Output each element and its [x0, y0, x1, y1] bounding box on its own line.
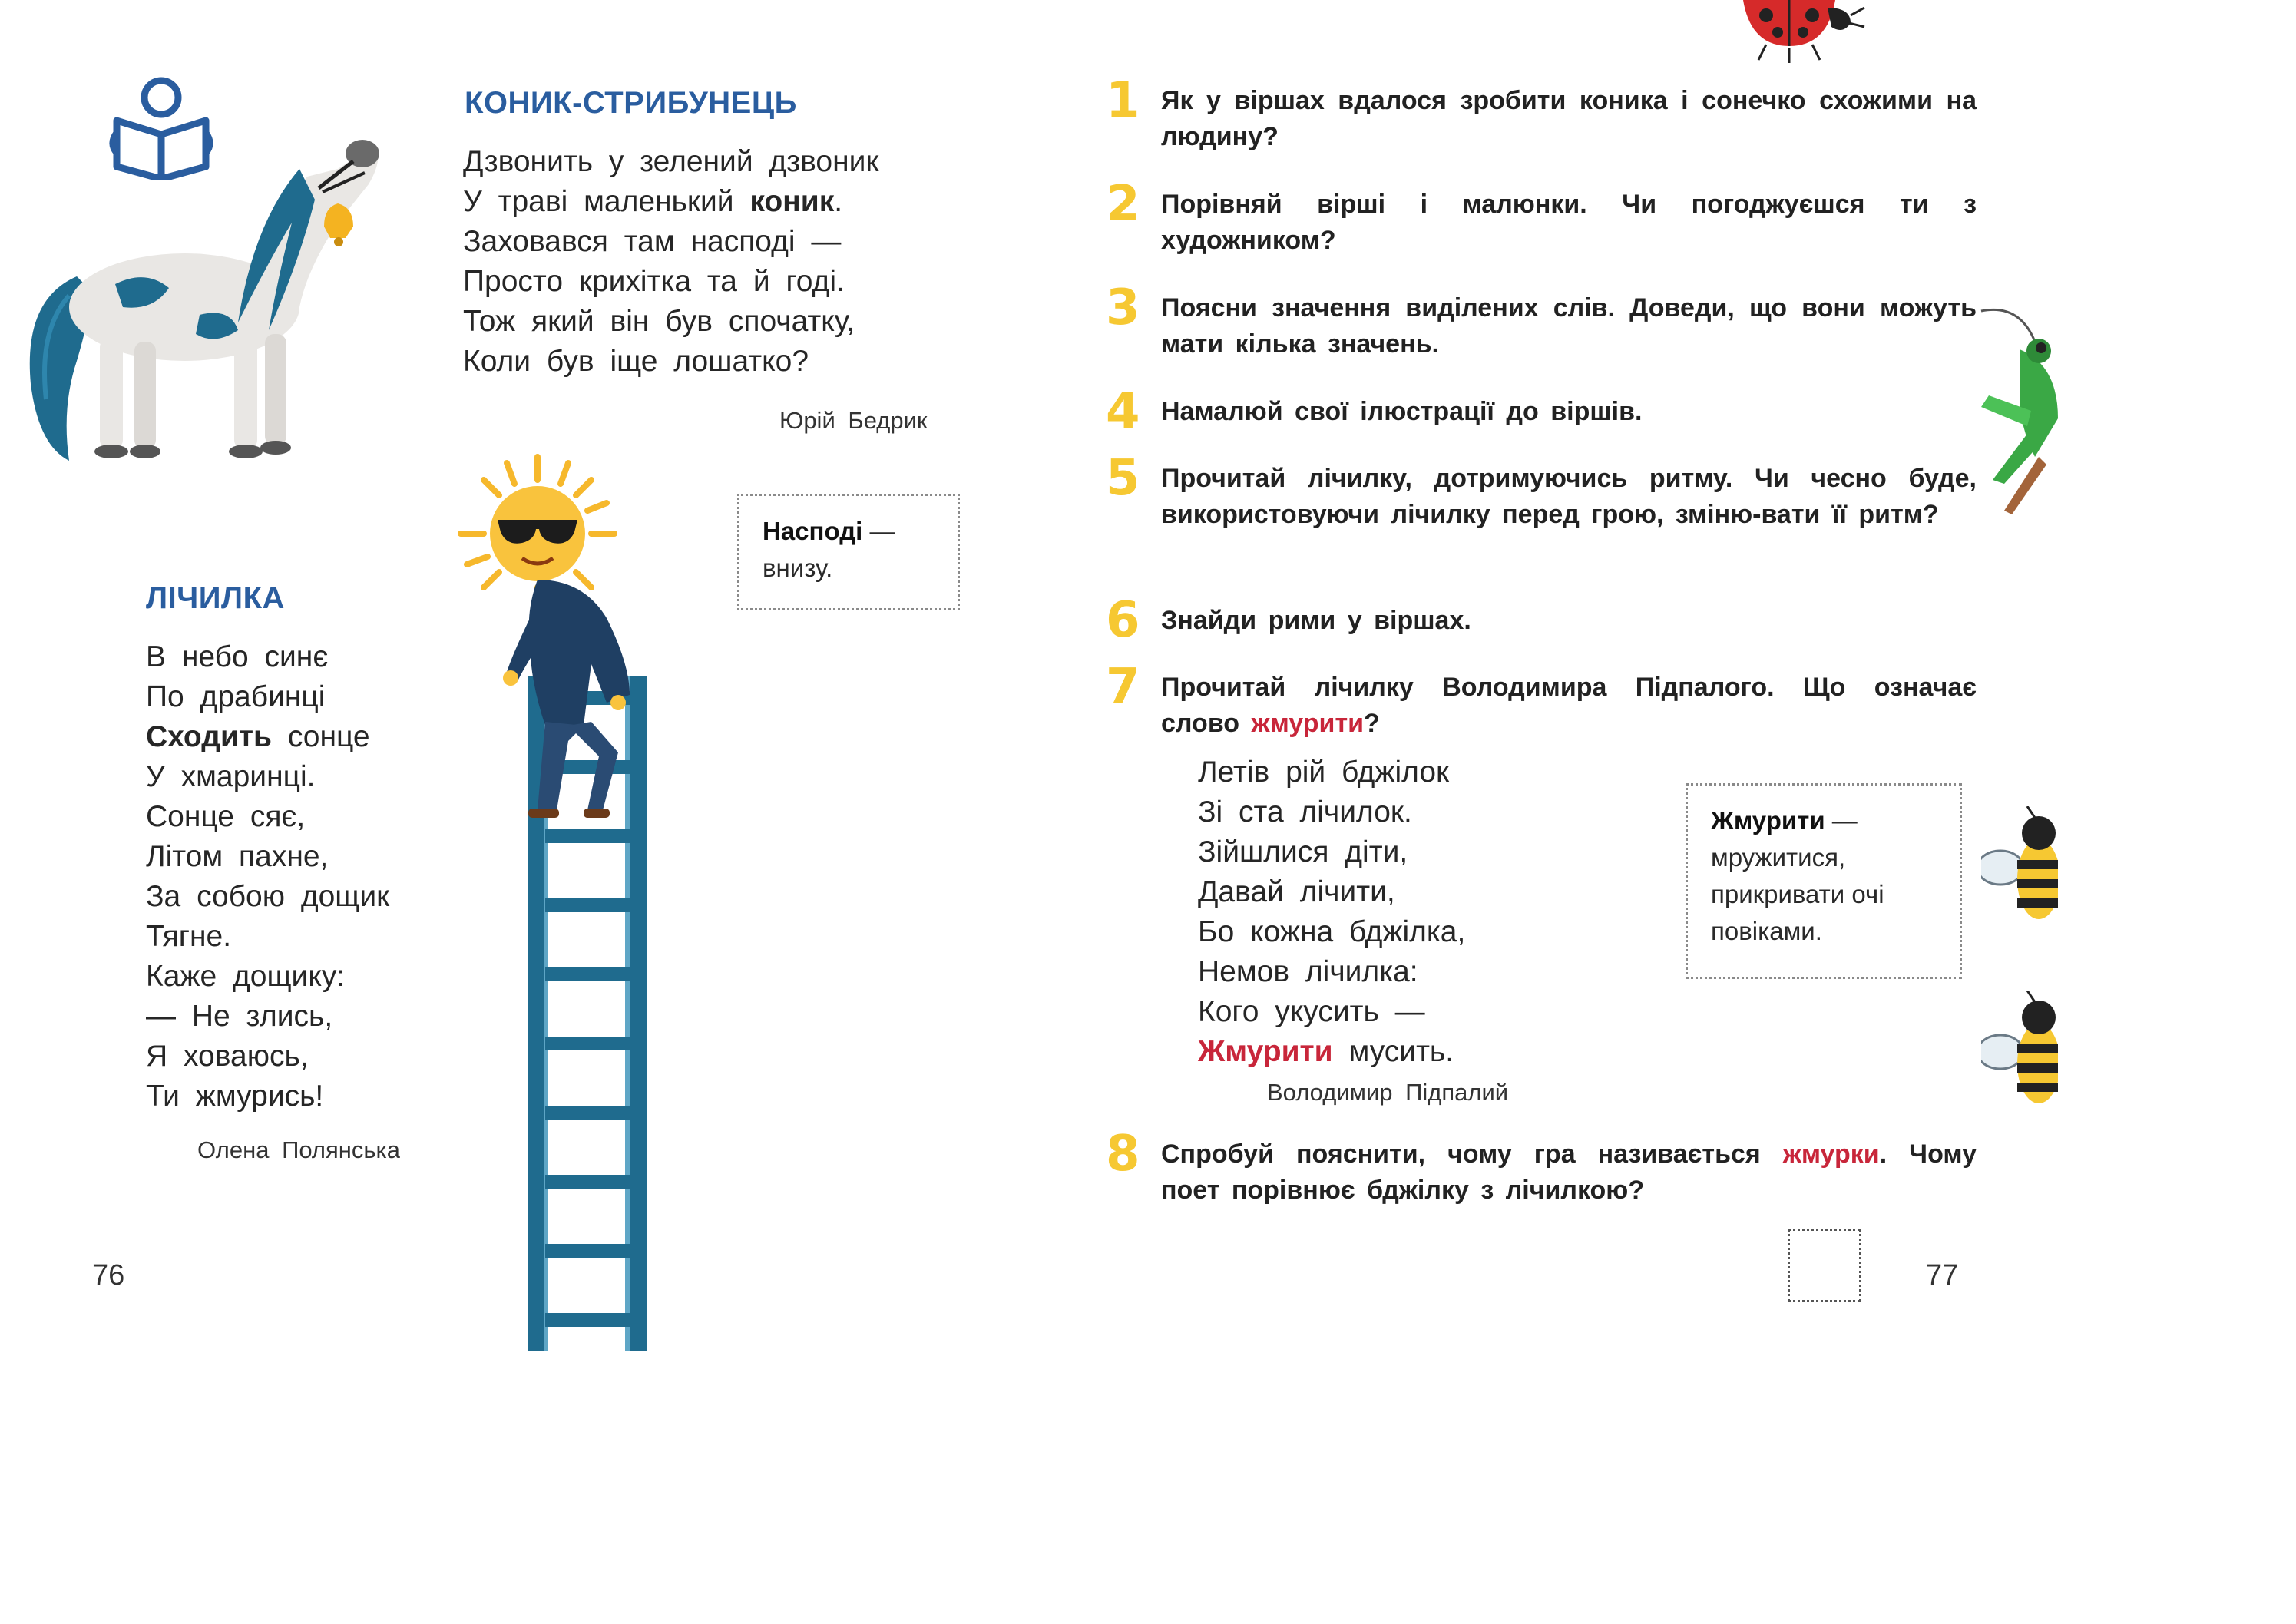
- poem-line: Літом пахне,: [146, 840, 329, 873]
- poem2-text: [146, 637, 389, 1116]
- highlighted-word: Сходить: [146, 720, 272, 753]
- dotted-marker-box: [1788, 1229, 1861, 1302]
- poem-line: Кого укусить —: [1198, 995, 1425, 1028]
- poem-line: Немов лічилка:: [1198, 955, 1418, 988]
- poem-line: Сходить сонце: [146, 720, 370, 753]
- poem-line: За собою дощик: [146, 880, 390, 913]
- poem-line: Дзвонить у зелений дзвоник: [463, 145, 879, 178]
- gloss-box-zhmuryty: Жмурити — мружитися, прикривати очі повіками.: [1686, 783, 1962, 979]
- poem-line: Я ховаюсь,: [146, 1040, 309, 1073]
- poem-line: Просто крихітка та й годі.: [463, 265, 845, 298]
- question-number: 2: [1106, 176, 1140, 233]
- question-text: Знайди рими у віршах.: [1161, 606, 1471, 635]
- poem-line: Ти жмурись!: [146, 1080, 324, 1113]
- question-number: 5: [1106, 450, 1140, 507]
- bee-illustration: [1981, 991, 2058, 1121]
- question-text: Порівняй вірші і малюнки. Чи погоджуєшся ти з художником?: [1161, 190, 1977, 255]
- question-number: 7: [1106, 659, 1140, 716]
- question-number: 3: [1106, 279, 1140, 336]
- highlighted-word: жмурки: [1782, 1139, 1880, 1169]
- sun-man-illustration: [453, 449, 668, 848]
- poem1-text: [463, 142, 878, 382]
- poem-line: Каже дощику:: [146, 960, 346, 993]
- bee-illustration: [1981, 806, 2058, 937]
- highlighted-word: коник: [749, 185, 835, 218]
- question-number: 4: [1106, 383, 1140, 440]
- poem1-author: Юрій Бедрик: [779, 407, 928, 434]
- question-number: 8: [1106, 1126, 1140, 1182]
- question-text: Поясни значення виділених слів. Доведи, що вони можуть мати кілька значень.: [1161, 293, 1977, 359]
- horse-illustration: [15, 131, 384, 468]
- poem2-author: Олена Полянська: [197, 1136, 401, 1163]
- poem-line: Тож який він був спочатку,: [463, 305, 855, 338]
- poem-line: Зі ста лічилок.: [1198, 795, 1412, 829]
- question-number: 1: [1106, 72, 1140, 129]
- poem-line: Бо кожна бджілка,: [1198, 915, 1466, 948]
- highlighted-word: жмурити: [1251, 709, 1364, 738]
- poem-line: Давай лічити,: [1198, 875, 1395, 908]
- question-text: Прочитай лічилку Володимира Підпалого. Що означає слово жмурити?: [1161, 673, 1977, 738]
- gloss-box-naspodi: Насподі — внизу.: [737, 494, 960, 610]
- question-text: Як у віршах вдалося зробити коника і сонечко схожими на людину?: [1161, 86, 1977, 151]
- poem-line: У траві маленький коник.: [463, 185, 843, 218]
- poem3-text: [1198, 752, 1465, 1072]
- question-text: Спробуй пояснити, чому гра називається жмурки. Чому поет порівнює бджілку з лічилкою?: [1161, 1139, 1977, 1205]
- poem1-title: КОНИК-СТРИБУНЕЦЬ: [465, 86, 797, 120]
- question-number: 6: [1106, 592, 1140, 649]
- grasshopper-illustration: [1973, 303, 2058, 526]
- poem-line: В небо синє: [146, 640, 329, 673]
- poem-line: Тягне.: [146, 920, 232, 953]
- poem3-author: Володимир Підпалий: [1267, 1079, 1509, 1106]
- page-number-left: 76: [92, 1259, 125, 1292]
- highlighted-word: Жмурити: [1198, 1035, 1333, 1068]
- question-text: Намалюй свої ілюстрації до віршів.: [1161, 397, 1643, 426]
- poem-line: По драбинці: [146, 680, 326, 713]
- poem2-title: ЛІЧИЛКА: [146, 581, 285, 615]
- poem-line: У хмаринці.: [146, 760, 316, 793]
- page-number-right: 77: [1926, 1259, 1959, 1292]
- poem-line: Зійшлися діти,: [1198, 835, 1408, 868]
- poem-line: Коли був іще лошатко?: [463, 345, 809, 378]
- ladybug-illustration: [1735, 0, 1866, 69]
- poem-line: Жмурити мусить.: [1198, 1035, 1454, 1068]
- question-text: Прочитай лічилку, дотримуючись ритму. Чи чесно буде, використовуючи лічилку перед грою, зміню-вати її ритм?: [1161, 464, 1977, 529]
- poem-line: — Не злись,: [146, 1000, 333, 1033]
- poem-line: Заховався там насподі —: [463, 225, 842, 258]
- poem-line: Летів рій бджілок: [1198, 756, 1450, 789]
- poem-line: Сонце сяє,: [146, 800, 306, 833]
